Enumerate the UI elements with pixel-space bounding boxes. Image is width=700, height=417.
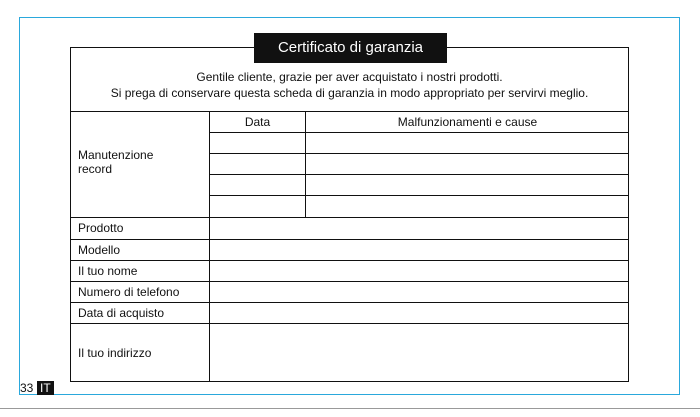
intro-line-2: Si prega di conservare questa scheda di garanzia in modo appropriato per servirvi meglio.	[110, 86, 589, 100]
maintenance-label-line-2: record	[78, 162, 113, 176]
rule-phone	[70, 302, 629, 303]
rule-product	[70, 239, 629, 240]
col-header-date: Data	[244, 115, 271, 129]
rule-model	[70, 260, 629, 261]
language-tag: IT	[37, 381, 54, 395]
rule-maint-bottom	[70, 217, 629, 218]
rule-maint-row-2	[209, 174, 629, 175]
field-label-model: Modello	[78, 243, 121, 257]
rule-name	[70, 281, 629, 282]
certificate-title: Certificato di garanzia	[254, 33, 447, 63]
rule-maint-row-1	[209, 153, 629, 154]
field-label-product: Prodotto	[78, 221, 124, 235]
intro-line-1: Gentile cliente, grazie per aver acquistato i nostri prodotti.	[196, 70, 503, 84]
rule-maint-header	[209, 132, 629, 133]
field-label-purchase-date: Data di acquisto	[78, 306, 165, 320]
intro-text	[70, 69, 629, 101]
maintenance-record-label	[78, 148, 153, 176]
page-number: 33	[20, 381, 34, 395]
field-label-phone: Numero di telefono	[78, 285, 180, 299]
field-label-address: Il tuo indirizzo	[78, 346, 152, 360]
rule-top-table	[70, 111, 629, 112]
rule-maint-row-3	[209, 195, 629, 196]
rule-purchase-date	[70, 323, 629, 324]
rule-label-column	[209, 111, 210, 382]
field-label-name: Il tuo nome	[78, 264, 138, 278]
col-header-faults: Malfunzionamenti e cause	[397, 115, 538, 129]
maintenance-label-line-1: Manutenzione	[78, 148, 154, 162]
bottom-rule	[0, 408, 700, 409]
